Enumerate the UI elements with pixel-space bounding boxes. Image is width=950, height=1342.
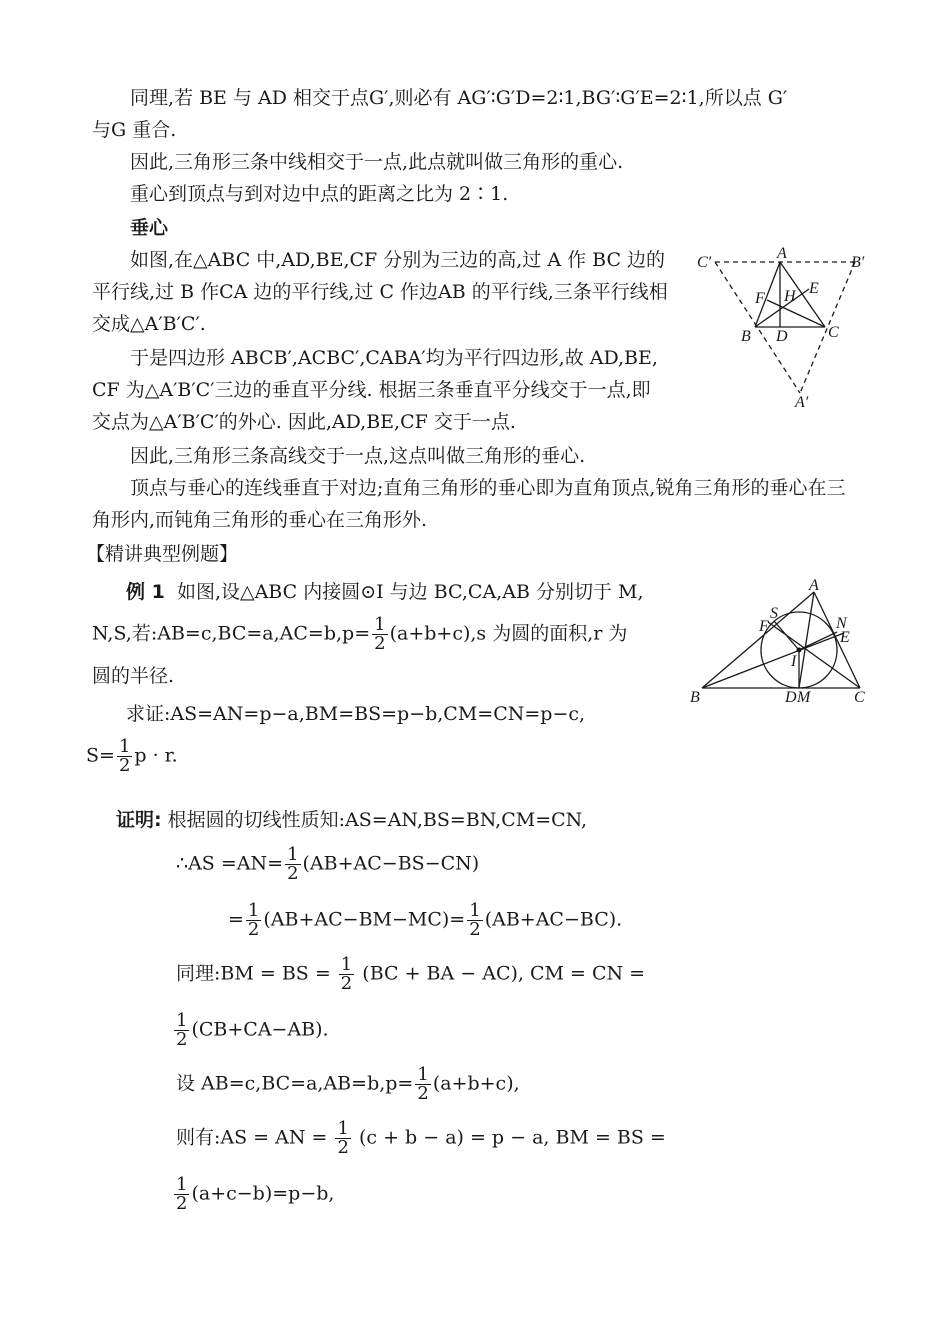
label-a: A: [777, 245, 787, 262]
orthocenter-figure: [695, 245, 880, 410]
proof-text: (c + b − a) = p − a, BM = BS =: [352, 1126, 666, 1149]
fraction: $\frac{1}{2}$: [287, 844, 299, 884]
label-c: C: [828, 324, 839, 341]
text-line: 重心到顶点与到对边中点的距离之比为 2∶1.: [130, 183, 509, 205]
proof-text: 同理:BM = BS =: [176, 962, 337, 985]
label-s: S: [770, 605, 778, 622]
label-bprime: B′: [851, 254, 865, 271]
example-line: [92, 616, 627, 653]
text-line: 顶点与垂心的连线垂直于对边;直角三角形的垂心即为直角顶点,锐角三角形的垂心在三: [130, 477, 846, 499]
fraction: $\frac{1}{2}$: [374, 614, 386, 654]
proof-line: [116, 806, 587, 834]
label-b: B: [690, 689, 700, 706]
label-aprime: A′: [795, 394, 809, 410]
proof-text: (a+c−b)=p−b,: [191, 1182, 335, 1205]
text-line: 因此,三角形三条高线交于一点,这点叫做三角形的垂心.: [130, 445, 586, 467]
text-line: 与G 重合.: [92, 119, 177, 141]
side-ab: [702, 592, 814, 688]
proof-text: (CB+CA−AB).: [191, 1018, 329, 1041]
proof-text: (BC + BA − AC), CM = CN =: [356, 962, 646, 985]
label-a: A: [809, 578, 819, 594]
fraction: $\frac{1}{2}$: [417, 1064, 429, 1104]
fraction: $\frac{1}{2}$: [118, 736, 131, 776]
section-heading-orthocenter: 垂心: [130, 217, 169, 239]
fraction: $\frac{1}{2}$: [340, 954, 353, 994]
example-line: [86, 738, 178, 775]
proof-text: 设 AB=c,BC=a,AB=b,p=: [176, 1072, 414, 1095]
example-text: N,S,若:AB=c,BC=a,AC=b,p=: [92, 622, 371, 645]
example-line: [126, 578, 643, 606]
label-d: D: [785, 689, 797, 706]
section-title: 【精讲典型例题】: [86, 543, 239, 565]
proof-line: [176, 1120, 666, 1157]
example-line: 求证:AS=AN=p−a,BM=BS=p−b,CM=CN=p−c,: [126, 703, 586, 725]
proof-line: [176, 1066, 520, 1103]
example-line: 圆的半径.: [92, 665, 175, 687]
example-label: 例 1: [126, 581, 165, 603]
proof-text: ∴AS =AN=: [176, 852, 284, 875]
label-f: F: [759, 618, 769, 635]
example-text: 如图,设△ABC 内接圆⊙I 与边 BC,CA,AB 分别切于 M,: [176, 581, 644, 603]
incircle-figure: [688, 578, 870, 706]
proof-line: [172, 1012, 329, 1049]
label-e: E: [840, 629, 850, 646]
label-n: N: [836, 615, 847, 632]
proof-line: [176, 846, 479, 883]
label-e: E: [809, 280, 819, 297]
proof-text: 则有:AS = AN =: [176, 1126, 334, 1149]
proof-text: (AB+AC−BM−MC)=: [263, 908, 466, 931]
proof-text: =: [228, 908, 244, 931]
label-c: C: [854, 689, 865, 706]
center-point: [797, 648, 802, 653]
segment-ad: [799, 592, 814, 688]
fraction: $\frac{1}{2}$: [247, 900, 260, 940]
label-m: M: [797, 689, 811, 706]
proof-line: [228, 902, 622, 939]
text-line: 交点为△A′B′C′的外心. 因此,AD,BE,CF 交于一点.: [92, 411, 516, 433]
example-text: S=: [86, 744, 115, 767]
text-line: 因此,三角形三条中线相交于一点,此点就叫做三角形的重心.: [130, 151, 624, 173]
label-h: H: [784, 288, 796, 305]
label-b: B: [741, 328, 751, 345]
example-text: p · r.: [134, 744, 178, 767]
text-line: 平行线,过 B 作CA 边的平行线,过 C 作边AB 的平行线,三条平行线相: [92, 281, 668, 303]
fraction: $\frac{1}{2}$: [337, 1118, 349, 1158]
radius-in: [799, 632, 837, 650]
text-line: 如图,在△ABC 中,AD,BE,CF 分别为三边的高,过 A 作 BC 边的: [130, 249, 666, 271]
fraction: $\frac{1}{2}$: [176, 1010, 188, 1050]
proof-text: 根据圆的切线性质知:AS=AN,BS=BN,CM=CN,: [167, 809, 588, 831]
fraction: $\frac{1}{2}$: [176, 1174, 188, 1214]
label-cprime: C′: [697, 254, 712, 271]
text-line: 于是四边形 ABCB′,ACBC′,CABA′均为平行四边形,故 AD,BE,: [130, 347, 658, 369]
radius-is: [774, 621, 799, 650]
text-line: 角形内,而钝角三角形的垂心在三角形外.: [92, 509, 428, 531]
fraction: $\frac{1}{2}$: [469, 900, 481, 940]
example-text: (a+b+c),s 为圆的面积,r 为: [389, 622, 628, 645]
label-f: F: [755, 290, 765, 307]
proof-text: (AB+AC−BS−CN): [302, 852, 480, 875]
proof-line: [172, 1176, 334, 1213]
proof-text: (AB+AC−BC).: [484, 908, 623, 931]
text-line: 交成△A′B′C′.: [92, 313, 206, 335]
proof-label: 证明:: [116, 809, 162, 831]
label-i: I: [791, 653, 797, 670]
proof-text: (a+b+c),: [432, 1072, 520, 1095]
text-line: 同理,若 BE 与 AD 相交于点G′,则必有 AG′∶G′D=2∶1,BG′∶G′E=2∶1,所以点 G′: [130, 87, 788, 109]
label-d: D: [776, 328, 788, 345]
text-line: CF 为△A′B′C′三边的垂直平分线. 根据三条垂直平分线交于一点,即: [92, 379, 651, 401]
proof-line: [176, 956, 645, 993]
